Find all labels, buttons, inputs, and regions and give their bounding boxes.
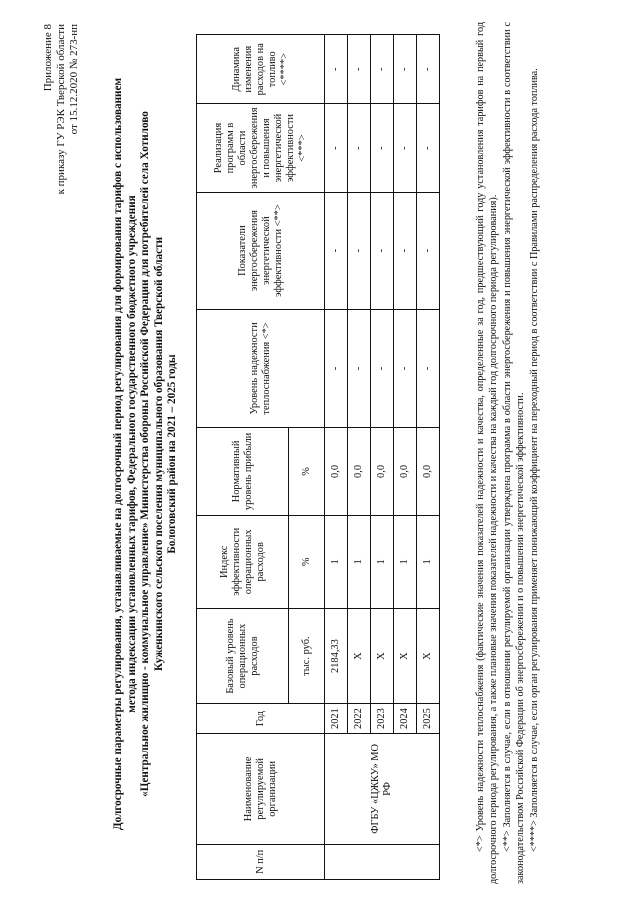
cell-program: -: [371, 104, 394, 192]
header-reliability: Уровень надежности теплоснабжения <*>: [197, 309, 325, 428]
cell-reliability: -: [348, 309, 371, 428]
row-num: [325, 844, 440, 879]
header-index: Индекс эффективности операционных расходов: [197, 515, 289, 608]
header-profit: Нормативный уровень прибыли: [197, 428, 289, 515]
table-header-row: [197, 35, 289, 880]
cell-energy: -: [417, 192, 440, 309]
header-org: Наименование регулируемой организации: [197, 734, 325, 845]
appendix-number: Приложение 8: [42, 24, 54, 92]
cell-base: Х: [394, 608, 417, 703]
cell-index: 1: [371, 515, 394, 608]
footnote-energy: <**> Заполняется в случае, если в отношении регулируемой организации утверждена программа в области энергосбережения и повышения энергетической эффективности в соответствии с законодательством Российской Федерации об энергосбережении и о повышении энергетической эффективности.: [502, 22, 526, 884]
cell-reliability: -: [417, 309, 440, 428]
header-base: Базовый уровень операционных расходов: [197, 608, 289, 703]
document-title: [112, 24, 180, 884]
footnote-reliability: <*> Уровень надежности теплоснабжения (фактические значения показателей надежности и качества, определенные за год, предшествующий году установления тарифов на первый год долгосрочного периода регулирования, а также плановые значения показателей надежности и качества на каждый год долгосрочного периода регулирования).: [475, 22, 499, 884]
title-line-4: Куженкинского сельского поселения муниципального образования Тверской области: [152, 236, 165, 672]
cell-energy: -: [394, 192, 417, 309]
cell-index: 1: [325, 515, 348, 608]
header-program: Реализация программ в области энергосбережения и повышения энергетической эффективности <***>: [197, 104, 325, 192]
cell-index: 1: [417, 515, 440, 608]
cell-year: 2022: [348, 704, 371, 734]
appendix-date: от 15.12.2020 № 273-нп: [68, 24, 80, 135]
cell-profit: 0,0: [325, 428, 348, 515]
cell-year: 2024: [394, 704, 417, 734]
cell-profit: 0,0: [394, 428, 417, 515]
org-name: ФГБУ «ЦЖКУ» МО РФ: [325, 734, 440, 845]
cell-profit: 0,0: [417, 428, 440, 515]
header-fuel: Динамика изменения расходов на топливо <****>: [197, 35, 325, 105]
cell-program: -: [348, 104, 371, 192]
title-line-5: Бологовский район на 2021 – 2025 годы: [166, 354, 178, 554]
appendix-order: к приказу ГУ РЭК Тверской области: [55, 24, 67, 195]
header-year: Год: [197, 704, 325, 734]
unit-profit: %: [289, 428, 325, 515]
cell-reliability: -: [394, 309, 417, 428]
cell-energy: -: [325, 192, 348, 309]
cell-profit: 0,0: [348, 428, 371, 515]
cell-index: 1: [394, 515, 417, 608]
cell-fuel: -: [417, 35, 440, 105]
header-num: N п/п: [197, 844, 325, 879]
appendix-header: [42, 24, 81, 194]
cell-year: 2023: [371, 704, 394, 734]
cell-program: -: [325, 104, 348, 192]
cell-profit: 0,0: [371, 428, 394, 515]
cell-reliability: -: [371, 309, 394, 428]
cell-energy: -: [371, 192, 394, 309]
footnotes: [475, 22, 544, 884]
cell-fuel: -: [394, 35, 417, 105]
cell-index: 1: [348, 515, 371, 608]
title-line-2: метода индексации установленных тарифов, Федерального государственного бюджетного учреждения: [125, 195, 138, 713]
cell-fuel: -: [348, 35, 371, 105]
header-energy: Показатели энергосбережения энергетической эффективности <**>: [197, 192, 325, 309]
cell-year: 2021: [325, 704, 348, 734]
unit-index: %: [289, 515, 325, 608]
cell-fuel: -: [325, 35, 348, 105]
cell-base: Х: [348, 608, 371, 703]
title-line-3: «Центральное жилищно - коммунальное управление» Министерства обороны Российской Федерации для потребителей села Хотилово: [139, 111, 151, 797]
cell-base: Х: [417, 608, 440, 703]
parameters-table: [196, 34, 440, 880]
cell-program: -: [417, 104, 440, 192]
title-line-1: Долгосрочные параметры регулирования, устанавливаемые на долгосрочный период регулирования для формирования тарифов с использованием: [112, 77, 124, 831]
cell-year: 2025: [417, 704, 440, 734]
cell-base: 2184,33: [325, 608, 348, 703]
cell-reliability: -: [325, 309, 348, 428]
cell-fuel: -: [371, 35, 394, 105]
cell-energy: -: [348, 192, 371, 309]
table-row: [325, 35, 348, 880]
cell-base: Х: [371, 608, 394, 703]
unit-base: тыс. руб.: [289, 608, 325, 703]
cell-program: -: [394, 104, 417, 192]
footnote-fuel: <****> Заполняется в случае, если орган регулирования применяет понижающий коэффициент на переходный период в соответствии с Правилами распределения расхода топлива.: [529, 68, 541, 852]
